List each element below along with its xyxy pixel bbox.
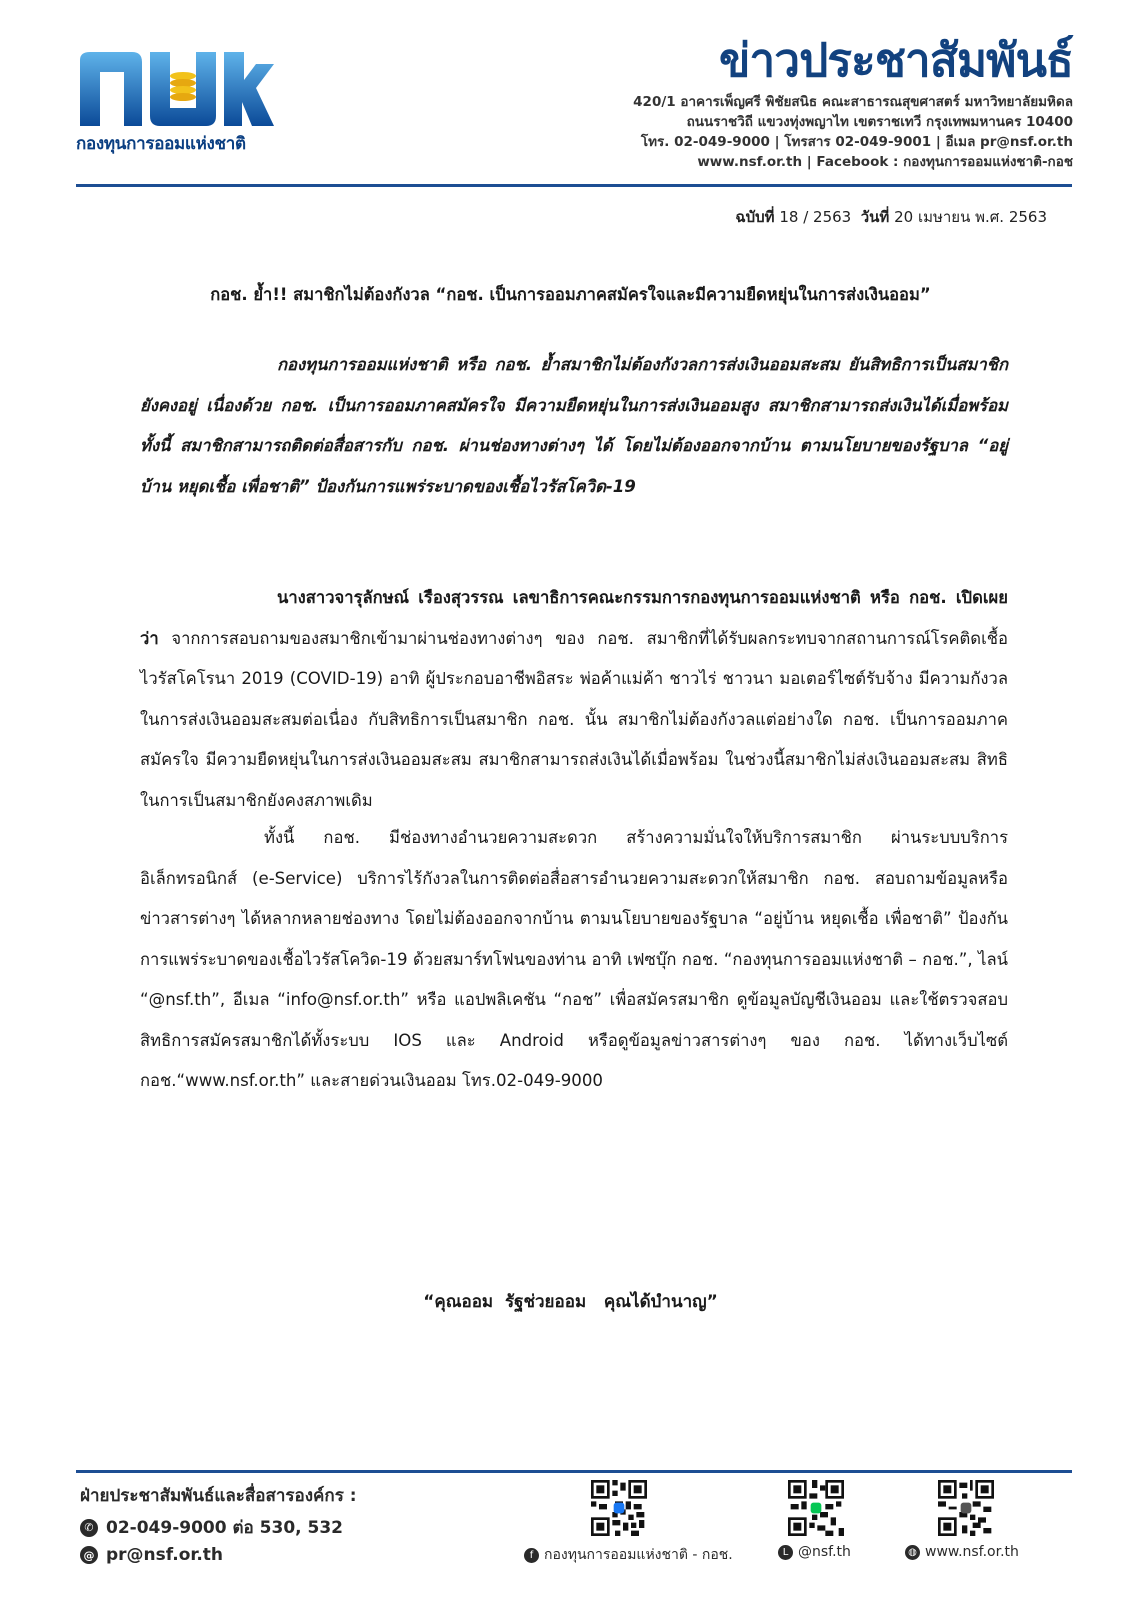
footer-email	[80, 1545, 223, 1565]
phone-icon: ✆	[80, 1519, 98, 1537]
website-caption[interactable]	[905, 1544, 1019, 1560]
address-line-2: ถนนราชวิถี แขวงทุ่งพญาไท เขตราชเทวี กรุงเทพมหานคร 10400	[686, 114, 1073, 130]
issue-label: ฉบับที่	[735, 208, 775, 226]
date-label: วันที่	[860, 208, 890, 226]
facebook-caption-text: กองทุนการออมแห่งชาติ - กอช.	[544, 1547, 733, 1563]
lead-paragraph	[140, 345, 1008, 507]
facebook-qr-code[interactable]	[591, 1480, 647, 1536]
address-line-1: 420/1 อาคารเพ็ญศรี พิชัยสนิธ คณะสาธารณสุขศาสตร์ มหาวิทยาลัยมหิดล	[633, 94, 1073, 110]
paragraph-3	[140, 818, 1008, 1102]
footer-divider	[76, 1470, 1072, 1473]
issue-number: 18 / 2563	[779, 208, 852, 226]
paragraph-3-text: ทั้งนี้ กอช. มีช่องทางอำนวยความสะดวก สร้างความมั่นใจให้บริการสมาชิก ผ่านระบบบริการอิเล็กทรอนิกส์ (e-Service) บริการไร้กังวลในการติดต่อสื่อสารอำนวยความสะดวกให้สมาชิก กอช. สอบถามข้อมูลหรือข่าวสารต่างๆ ได้หลากหลายช่องทาง โดยไม่ต้องออกจากบ้าน ตามนโยบายของรัฐบาล “อยู่บ้าน หยุดเชื้อ เพื่อชาติ” ป้องกันการแพร่ระบาดของเชื้อไวรัสโควิด-19 ด้วยสมาร์ทโฟนของท่าน อาทิ เฟซบุ๊ก กอช. “กองทุนการออมแห่งชาติ – กอช.”, ไลน์ “@nsf.th”, อีเมล “info@nsf.or.th” หรือ แอปพลิเคชัน “กอช” เพื่อสมัครสมาชิก ดูข้อมูลบัญชีเงินออม และใช้ตรวจสอบสิทธิการสมัครสมาชิกได้ทั้งระบบ IOS และ Android หรือดูข้อมูลข่าวสารต่างๆ ของ กอช. ได้ทางเว็บไซต์ กอช.“www.nsf.or.th” และสายด่วนเงินออม โทร.02-049-9000	[140, 828, 1008, 1090]
line-caption-text: @nsf.th	[798, 1544, 851, 1560]
headline: กอช. ย้ำ!! สมาชิกไม่ต้องกังวล “กอช. เป็นการออมภาคสมัครใจและมีความยืดหยุ่นในการส่งเงินออม”	[210, 285, 931, 304]
header-divider	[76, 184, 1072, 187]
facebook-caption[interactable]	[524, 1544, 733, 1566]
line-caption[interactable]	[778, 1544, 851, 1560]
spokesperson-intro: นางสาวจารุลักษณ์ เรืองสุวรรณ เลขาธิการคณะกรรมการกองทุนการออมแห่งชาติ หรือ กอช. เปิดเผยว่า	[140, 588, 1008, 648]
line-qr-code[interactable]	[788, 1480, 844, 1536]
website-caption-text: www.nsf.or.th	[925, 1544, 1019, 1560]
slogan: “คุณออม รัฐช่วยออม คุณได้บำนาญ”	[423, 1292, 718, 1312]
footer-phone	[80, 1514, 343, 1541]
lead-text: กองทุนการออมแห่งชาติ หรือ กอช. ย้ำสมาชิกไม่ต้องกังวลการส่งเงินออมสะสม ยันสิทธิการเป็นสมาชิกยังคงอยู่ เนื่องด้วย กอช. เป็นการออมภาคสมัครใจ มีความยืดหยุ่นในการส่งเงินออมสูง สมาชิกสามารถส่งเงินได้เมื่อพร้อม ทั้งนี้ สมาชิกสามารถติดต่อสื่อสารกับ กอช. ผ่านช่องทางต่างๆ ได้ โดยไม่ต้องออกจากบ้าน ตามนโยบายของรัฐบาล “อยู่บ้าน หยุดเชื้อ เพื่อชาติ” ป้องกันการแพร่ระบาดของเชื้อไวรัสโควิด-19	[140, 355, 1008, 496]
line-icon: L	[778, 1545, 793, 1560]
web-line: www.nsf.or.th | Facebook : กองทุนการออมแห่งชาติ-กอช	[697, 154, 1073, 170]
facebook-icon: f	[524, 1548, 539, 1563]
nsf-logo	[76, 50, 276, 128]
paragraph-2-text: จากการสอบถามของสมาชิกเข้ามาผ่านช่องทางต่างๆ ของ กอช. สมาชิกที่ได้รับผลกระทบจากสถานการณ์โรคติดเชื้อไวรัสโคโรนา 2019 (COVID-19) อาทิ ผู้ประกอบอาชีพอิสระ พ่อค้าแม่ค้า ชาวไร่ ชาวนา มอเตอร์ไซต์รับจ้าง มีความกังวลในการส่งเงินออมสะสมต่อเนื่อง กับสิทธิการเป็นสมาชิก กอช. นั้น สมาชิกไม่ต้องกังวลแต่อย่างใด กอช. เป็นการออมภาคสมัครใจ มีความยืดหยุ่นในการส่งเงินออมสะสม สมาชิกสามารถส่งเงินได้เมื่อพร้อม ในช่วงนี้สมาชิกไม่ส่งเงินออมสะสม สิทธิในการเป็นสมาชิกยังคงสภาพเดิม	[140, 628, 1008, 810]
email-icon: @	[80, 1546, 98, 1564]
issue-info	[735, 205, 1047, 229]
footer-phone-text: 02-049-9000 ต่อ 530, 532	[106, 1518, 344, 1538]
issue-date: 20 เมษายน พ.ศ. 2563	[894, 208, 1047, 226]
contact-line: โทร. 02-049-9000 | โทรสาร 02-049-9001 | อีเมล pr@nsf.or.th	[640, 134, 1073, 150]
footer-email-text: pr@nsf.or.th	[106, 1545, 224, 1565]
footer-department: ฝ่ายประชาสัมพันธ์และสื่อสารองค์กร :	[80, 1486, 357, 1506]
paragraph-2	[140, 578, 1008, 821]
globe-icon: ◍	[905, 1545, 920, 1560]
website-qr-code[interactable]	[938, 1480, 994, 1536]
document-type-title: ข่าวประชาสัมพันธ์	[718, 33, 1073, 87]
logo-name: กองทุนการออมแห่งชาติ	[76, 134, 246, 154]
